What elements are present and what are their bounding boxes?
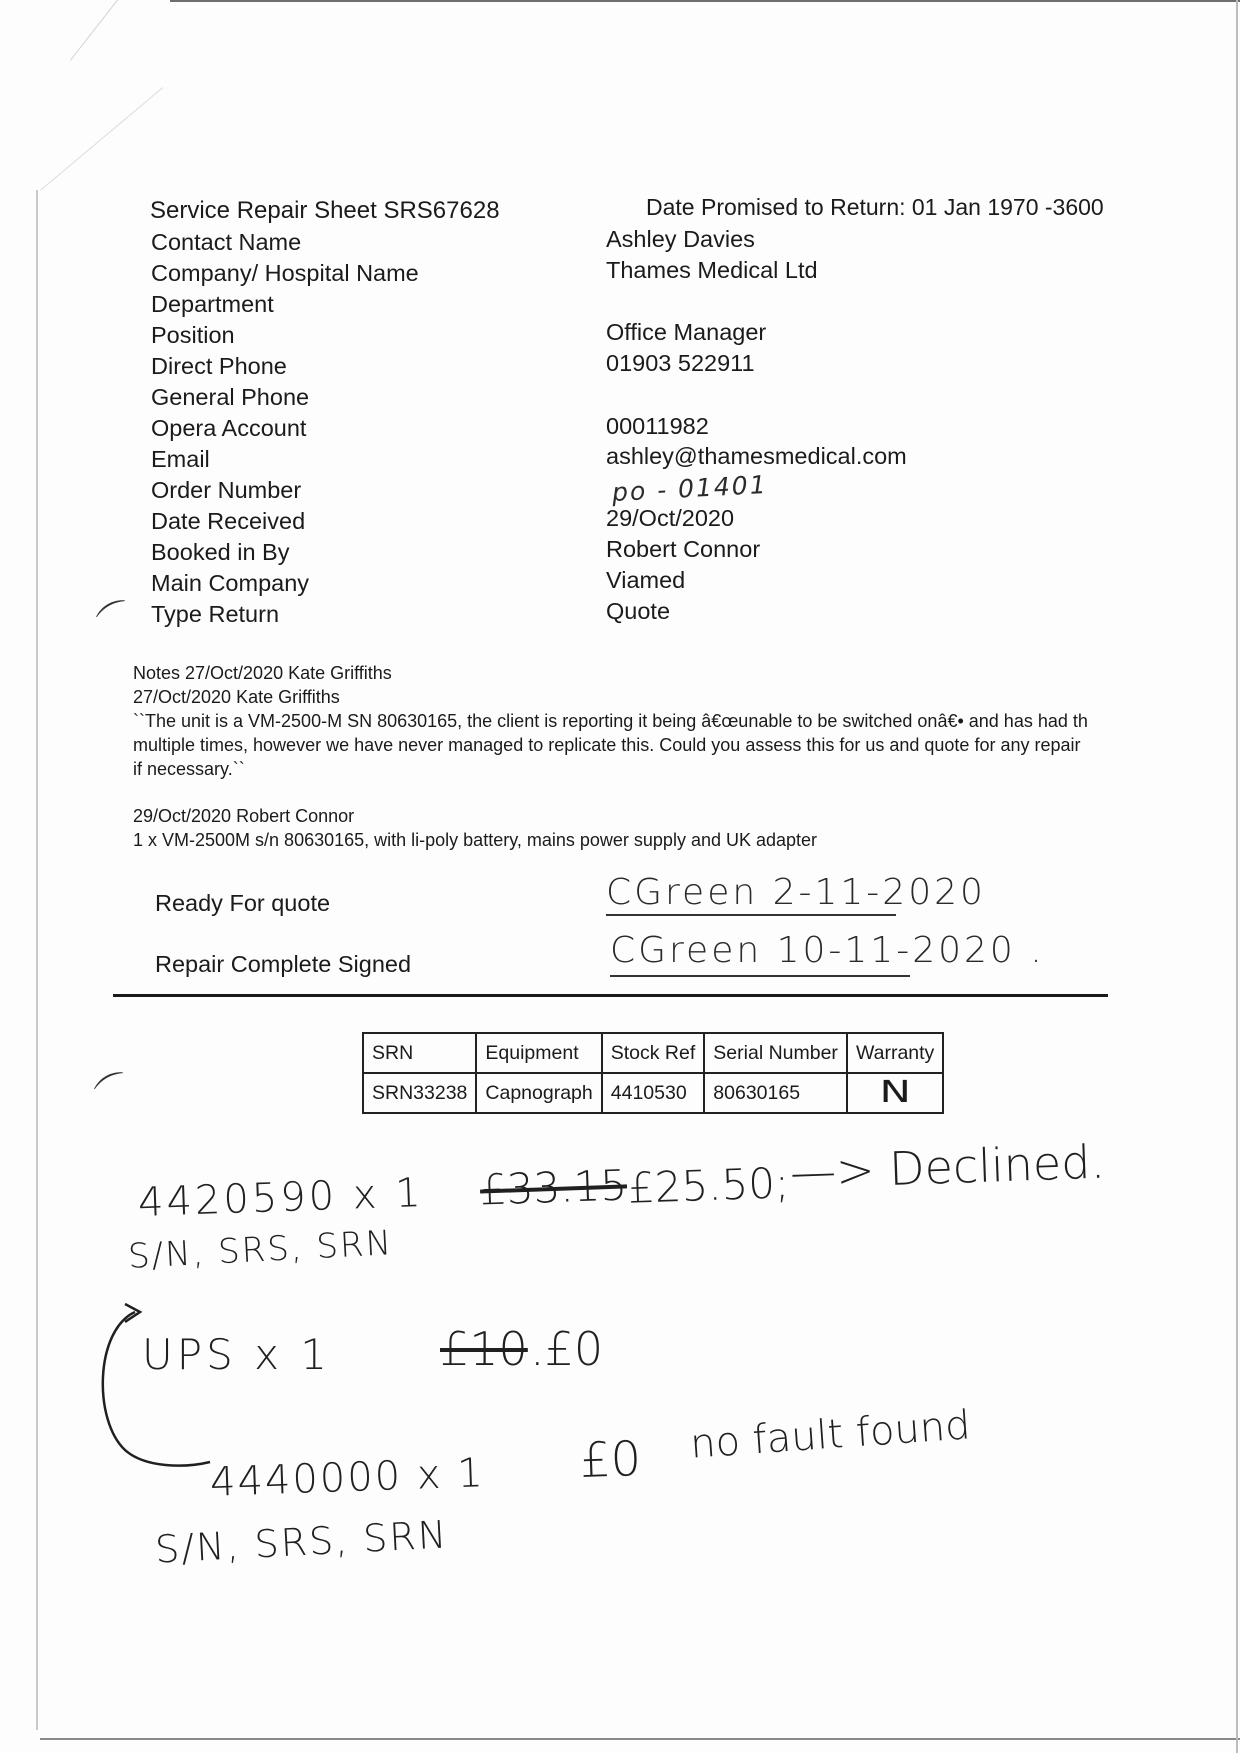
handwritten-struck-price: £33.15: [479, 1160, 628, 1215]
notes-line: 1 x VM-2500M s/n 80630165, with li-poly battery, mains power supply and UK adapter: [133, 830, 818, 850]
table-header-row: [363, 1033, 943, 1073]
handwritten-struck-price: £10: [440, 1322, 528, 1376]
handwritten-price: .£0: [530, 1322, 604, 1376]
field-label-direct-phone: Direct Phone: [151, 353, 287, 379]
handwritten-note: S/N, SRS, SRN: [154, 1512, 450, 1572]
field-label-type-return: Type Return: [151, 601, 280, 627]
table-cell-srn: SRN33238: [363, 1073, 476, 1113]
handwritten-order-number: po - 01401: [611, 469, 769, 508]
table-cell-equipment: Capnograph: [476, 1073, 601, 1113]
punch-hole-mark-icon: ⌒: [92, 593, 142, 646]
field-value-date-received: 29/Oct/2020: [606, 505, 735, 531]
handwritten-price: £0: [579, 1430, 643, 1490]
notes-heading: Notes 27/Oct/2020 Kate Griffiths: [133, 663, 392, 683]
field-label-order-number: Order Number: [151, 477, 302, 503]
notes-line: 29/Oct/2020 Robert Connor: [133, 806, 355, 826]
field-value-direct-phone: 01903 522911: [606, 350, 755, 376]
field-value-email: ashley@thamesmedical.com: [606, 443, 907, 469]
scan-edge-left: [36, 190, 38, 1730]
srn-table: [362, 1032, 944, 1114]
field-label-contact-name: Contact Name: [151, 229, 302, 255]
handwritten-part-code: 4440000 x 1: [209, 1450, 486, 1506]
handwritten-status: —> Declined.: [789, 1134, 1106, 1200]
ready-for-quote-label: Ready For quote: [155, 890, 331, 916]
table-header: Stock Ref: [602, 1033, 705, 1073]
punch-hole-mark-icon: ⌒: [90, 1065, 140, 1118]
field-label-booked-in-by: Booked in By: [151, 539, 290, 565]
table-cell-serial-number: 80630165: [704, 1073, 847, 1113]
field-value-booked-in-by: Robert Connor: [606, 536, 761, 562]
notes-line: multiple times, however we have never managed to replicate this. Could you assess this for us and quote for any repair: [133, 735, 1081, 755]
field-label-company: Company/ Hospital Name: [151, 260, 419, 286]
curved-arrow-icon: [85, 1300, 215, 1480]
scan-artifact: [70, 0, 194, 61]
field-label-position: Position: [151, 322, 235, 348]
repair-complete-label: Repair Complete Signed: [155, 951, 412, 977]
table-header: Serial Number: [704, 1033, 847, 1073]
scan-edge-right: [1236, 0, 1238, 1753]
sheet-title: Service Repair Sheet SRS67628: [150, 197, 500, 224]
handwritten-part-code: 4420590 x 1: [137, 1170, 425, 1226]
field-label-opera-account: Opera Account: [151, 415, 307, 441]
field-value-main-company: Viamed: [606, 567, 686, 593]
signature-underline: [610, 975, 910, 977]
field-value-contact-name: Ashley Davies: [606, 226, 755, 252]
field-label-main-company: Main Company: [151, 570, 310, 596]
handwritten-status: no fault found: [688, 1402, 972, 1468]
field-label-date-received: Date Received: [151, 508, 306, 534]
notes-line: if necessary.``: [133, 759, 245, 779]
scan-artifact: [40, 87, 163, 191]
scan-edge-top: [170, 0, 1240, 2]
field-value-opera-account: 00011982: [606, 413, 709, 439]
section-divider: [113, 994, 1108, 997]
table-header: SRN: [363, 1033, 476, 1073]
scan-edge-bottom: [40, 1738, 1240, 1740]
handwritten-item: UPS x 1: [142, 1330, 332, 1379]
notes-line: 27/Oct/2020 Kate Griffiths: [133, 687, 340, 707]
table-header: Equipment: [476, 1033, 601, 1073]
field-value-position: Office Manager: [606, 319, 767, 345]
notes-line: ``The unit is a VM-2500-M SN 80630165, the client is reporting it being â€œunable to be switched onâ€• and has had th: [133, 711, 1088, 731]
signature-underline: [606, 914, 896, 916]
table-cell-stock-ref: 4410530: [602, 1073, 705, 1113]
date-promised: Date Promised to Return: 01 Jan 1970 -3600: [646, 194, 1104, 220]
field-label-email: Email: [151, 446, 210, 472]
table-header: Warranty: [847, 1033, 943, 1073]
field-value-company: Thames Medical Ltd: [606, 257, 818, 283]
table-cell-warranty: [847, 1073, 943, 1113]
field-label-department: Department: [151, 291, 274, 317]
field-label-general-phone: General Phone: [151, 384, 310, 410]
handwritten-price: £25.50;: [627, 1158, 790, 1213]
handwritten-warranty-value: N: [879, 1075, 911, 1110]
repair-complete-signature: CGreen 10-11-2020 .: [610, 930, 1045, 971]
ready-for-quote-signature: CGreen 2-11-2020: [606, 872, 986, 913]
handwritten-note: S/N, SRS, SRN: [127, 1223, 395, 1277]
table-row: [363, 1073, 943, 1113]
field-value-type-return: Quote: [606, 598, 671, 624]
